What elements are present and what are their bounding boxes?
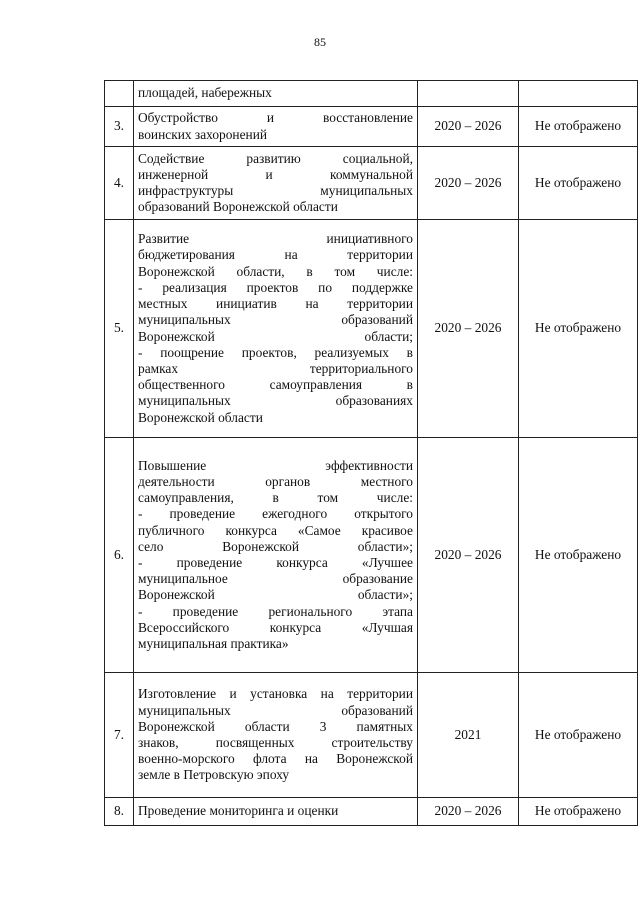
description-line: образований Воронежской области — [138, 199, 338, 215]
status-value: Не отображено — [519, 107, 638, 147]
description-line: Воронежской области 3 памятных — [138, 718, 413, 734]
implementation-period: 2020 – 2026 — [418, 798, 519, 826]
status-value: Не отображено — [519, 798, 638, 826]
description-line: военно-морского флота на Воронежской — [138, 751, 413, 767]
measure-description — [134, 147, 418, 220]
description-line: площадей, набережных — [138, 85, 272, 101]
row-number: 4. — [105, 147, 134, 220]
description-line: рамках территориального — [138, 360, 413, 376]
table-row — [105, 147, 638, 220]
implementation-period: 2021 — [418, 673, 519, 798]
implementation-period: 2020 – 2026 — [418, 220, 519, 438]
description-line: Обустройство и восстановление — [138, 110, 413, 126]
description-line: - реализация проектов по поддержке — [138, 279, 413, 295]
measure-description — [134, 798, 418, 826]
description-line: Изготовление и установка на территории — [138, 686, 413, 702]
description-line: воинских захоронений — [138, 126, 268, 142]
measure-description — [134, 107, 418, 147]
description-line: - поощрение проектов, реализуемых в — [138, 344, 413, 360]
table-row — [105, 107, 638, 147]
description-line: - проведение конкурса «Лучшее — [138, 555, 413, 570]
page-number: 85 — [314, 35, 326, 49]
implementation-period: 2020 – 2026 — [418, 107, 519, 147]
implementation-period: 2020 – 2026 — [418, 147, 519, 220]
description-line: самоуправления, в том числе: — [138, 490, 413, 506]
table-row — [105, 438, 638, 673]
description-line: Воронежской области — [138, 409, 263, 425]
table-row — [105, 81, 638, 107]
description-line: муниципальных образованиях — [138, 393, 413, 409]
description-line: Проведение мониторинга и оценки — [138, 803, 339, 819]
description-line: Развитие инициативного — [138, 231, 413, 247]
measure-description — [134, 220, 418, 438]
status-value: Не отображено — [519, 673, 638, 798]
measure-description — [134, 438, 418, 673]
measure-description — [134, 81, 418, 107]
table-row — [105, 798, 638, 826]
description-line: Воронежской области»; — [138, 587, 413, 603]
description-line: муниципальных образований — [138, 312, 413, 328]
implementation-period — [418, 81, 519, 107]
description-line: Воронежской области; — [138, 328, 413, 344]
row-number — [105, 81, 134, 107]
table-row — [105, 220, 638, 438]
measure-description — [134, 673, 418, 798]
status-value: Не отображено — [519, 220, 638, 438]
description-line: Всероссийского конкурса «Лучшая — [138, 619, 413, 635]
description-line: - проведение регионального этапа — [138, 603, 413, 619]
description-line: муниципальное образование — [138, 571, 413, 587]
description-line: Повышение эффективности — [138, 457, 413, 473]
row-number: 6. — [105, 438, 134, 673]
row-number: 8. — [105, 798, 134, 826]
description-line: местных инициатив на территории — [138, 296, 413, 312]
description-line: Воронежской области, в том числе: — [138, 263, 413, 279]
status-value — [519, 81, 638, 107]
description-line: земле в Петровскую эпоху — [138, 767, 290, 783]
description-line: инфраструктуры муниципальных — [138, 183, 413, 198]
description-line: знаков, посвященных строительству — [138, 735, 413, 750]
status-value: Не отображено — [519, 147, 638, 220]
row-number: 3. — [105, 107, 134, 147]
table-row — [105, 673, 638, 798]
measures-table — [104, 80, 638, 826]
description-line: - проведение ежегодного открытого — [138, 506, 413, 522]
row-number: 5. — [105, 220, 134, 438]
description-line: муниципальных образований — [138, 702, 413, 718]
measures-table-body — [105, 81, 638, 826]
description-line: Содействие развитию социальной, — [138, 150, 413, 166]
description-line: деятельности органов местного — [138, 473, 413, 489]
description-line: общественного самоуправления в — [138, 377, 413, 393]
description-line: публичного конкурса «Самое красивое — [138, 522, 413, 538]
implementation-period: 2020 – 2026 — [418, 438, 519, 673]
status-value: Не отображено — [519, 438, 638, 673]
row-number: 7. — [105, 673, 134, 798]
description-line: село Воронежской области»; — [138, 538, 413, 554]
description-line: инженерной и коммунальной — [138, 166, 413, 182]
description-line: бюджетирования на территории — [138, 247, 413, 263]
description-line: муниципальная практика» — [138, 636, 289, 652]
